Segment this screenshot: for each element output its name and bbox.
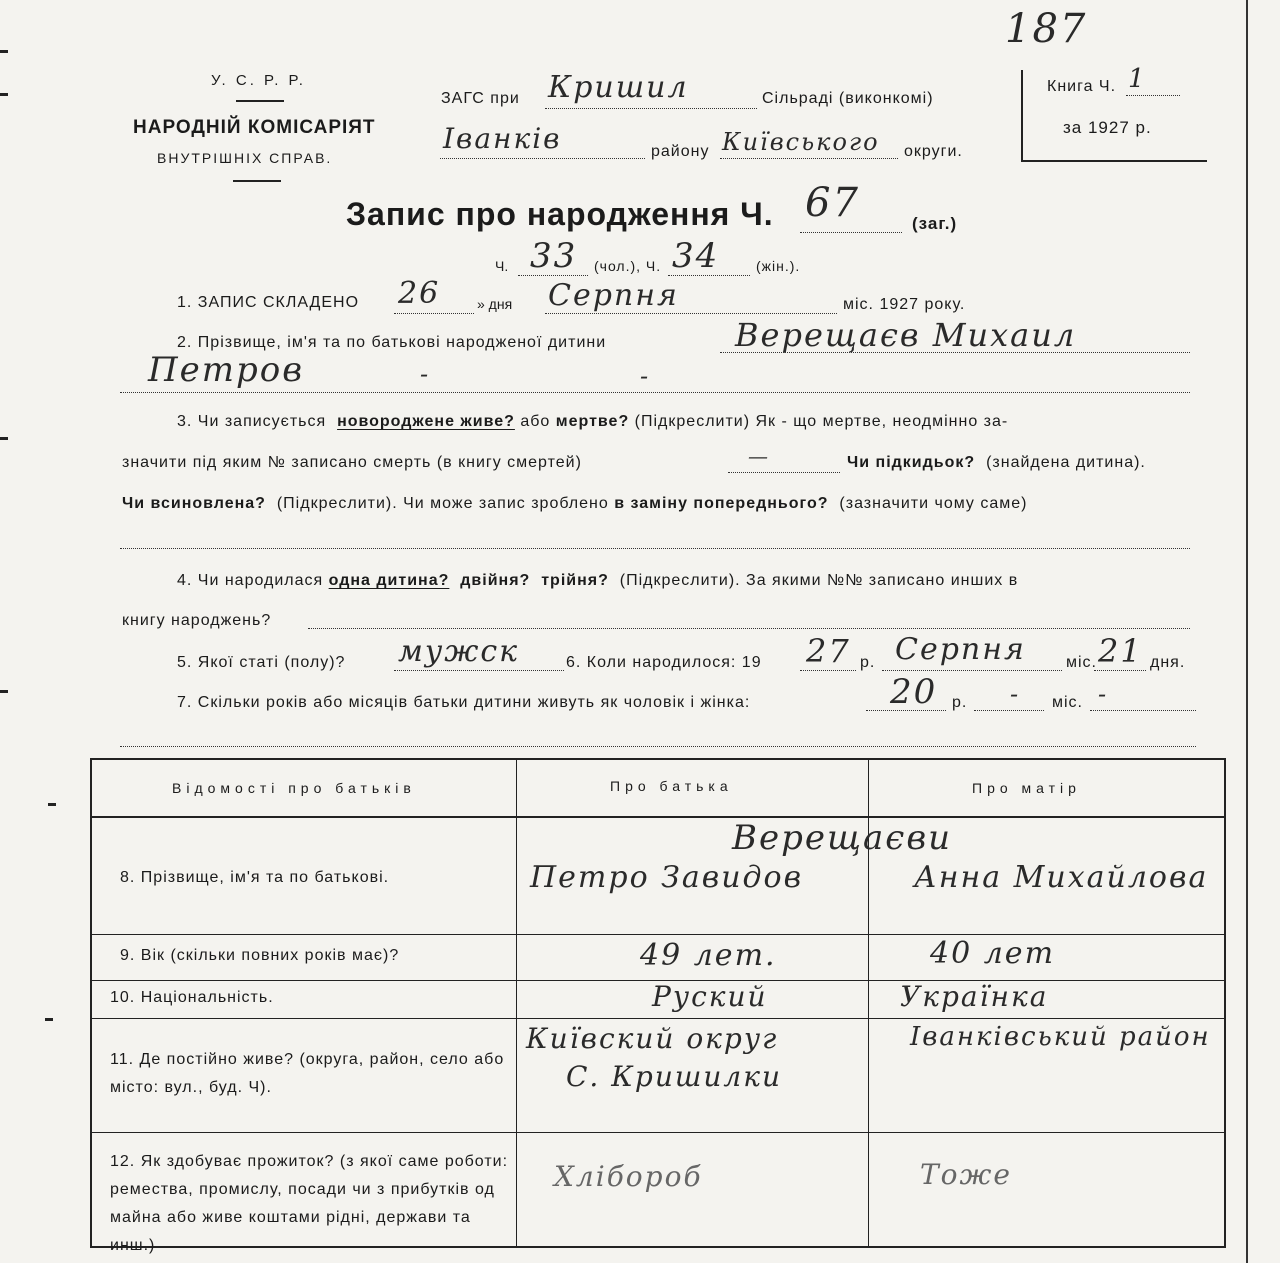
field7-r: р. <box>952 694 968 711</box>
field5-value: мужск <box>398 634 520 669</box>
field4-line1: 4. Чи народилася одна дитина? двійня? трійня? (Підкреслити). За якими №№ записано инших в <box>177 572 1019 589</box>
parents-table <box>90 758 1226 1254</box>
table-row-rule <box>92 1132 1224 1133</box>
field6-month: Серпня <box>895 632 1026 667</box>
field1-day-label: » дня <box>477 296 513 312</box>
field1-label: 1. ЗАПИС СКЛАДЕНО <box>177 294 360 311</box>
page-edge <box>1246 0 1248 1263</box>
book-line <box>1126 95 1180 96</box>
field6-dnya: дня. <box>1150 654 1186 671</box>
table-header-father: Про батька <box>610 778 733 794</box>
field3-line2: значити під яким № записано смерть (в книгу смертей) <box>122 454 582 471</box>
field6-mis: міс. <box>1066 654 1097 671</box>
field3-death-dash: — <box>748 444 770 468</box>
male-count: 33 <box>530 236 578 276</box>
binder-mark <box>0 437 8 440</box>
field6-year: 27 <box>806 632 851 670</box>
field1-year: міс. 1927 року. <box>843 296 966 313</box>
field3-dead: мертве? <box>555 413 630 430</box>
row8-surname: Верещаєви <box>732 818 953 858</box>
field2-dash2: - <box>640 362 651 390</box>
field6-label: 6. Коли народилося: 19 <box>566 654 762 671</box>
row11-mother: Іванківський район <box>910 1022 1211 1052</box>
book-value: 1 <box>1128 64 1147 94</box>
field3-death-line <box>728 472 840 473</box>
field7-months-line <box>974 710 1044 711</box>
field5-line <box>394 670 564 671</box>
district-line <box>440 158 645 159</box>
record-number-line <box>800 232 902 233</box>
field2-dash1: - <box>420 360 431 388</box>
field2-line <box>720 352 1190 353</box>
okrug-value: Київського <box>722 128 880 156</box>
field6-r: р. <box>860 654 876 671</box>
table-header-info: Відомості про батьків <box>172 780 416 796</box>
field7-dash: - <box>1010 680 1021 708</box>
field7-years: 20 <box>890 672 938 712</box>
binder-mark <box>0 690 8 693</box>
field1-month: Серпня <box>548 278 679 313</box>
page-title: Запис про народження Ч. <box>346 196 774 232</box>
row12-father: Хлібороб <box>554 1160 703 1193</box>
binder-mark <box>0 50 8 53</box>
binder-mark <box>0 93 8 96</box>
row9-father: 49 лет. <box>640 938 777 973</box>
okrug-label: округи. <box>904 143 963 160</box>
row10-father: Руский <box>652 980 768 1013</box>
field3-alive: новороджене живе? <box>337 413 515 430</box>
district-value: Іванків <box>443 122 562 155</box>
field7-line2 <box>120 746 1196 747</box>
field3-replace: в заміну попереднього? <box>614 495 829 512</box>
binder-mark <box>45 1018 53 1021</box>
table-header-mother: Про матір <box>972 780 1081 796</box>
field4-one: одна дитина? <box>328 572 450 589</box>
field3-found: Чи підкидьок? (знайдена дитина). <box>847 454 1146 471</box>
field7-years-line <box>866 710 946 711</box>
field6-month-line <box>882 670 1062 671</box>
table-row-rule <box>92 1018 1224 1019</box>
zags-prefix: ЗАГС при <box>441 90 520 107</box>
okrug-line <box>720 158 898 159</box>
field1-day: 26 <box>398 276 441 311</box>
table-header-rule <box>92 816 1224 818</box>
field2-value: Верещаєв Михаил <box>735 316 1077 354</box>
row12-mother: Тоже <box>920 1158 1012 1191</box>
field7-end-line <box>1090 710 1196 711</box>
male-label: (чол.), Ч. <box>594 258 662 274</box>
row11-father: Київский округ <box>526 1022 779 1055</box>
field1-day-line <box>394 313 474 314</box>
male-line <box>518 275 588 276</box>
field7-label: 7. Скільки років або місяців батьки дитини живуть як чоловік і жінка: <box>177 694 751 711</box>
binder-mark <box>48 803 56 806</box>
zags-village-line <box>545 108 757 109</box>
row10-mother: Українка <box>900 980 1049 1013</box>
zags-village-value: Кришил <box>548 70 689 105</box>
field3-line3: Чи всиновлена? (Підкреслити). Чи може запис зроблено в заміну попереднього? (зазначити чому саме) <box>122 495 1028 512</box>
header-divider <box>236 100 284 102</box>
zags-suffix: Сільраді (виконкомі) <box>762 90 934 107</box>
header-divider <box>233 180 281 182</box>
field6-day: 21 <box>1098 632 1143 670</box>
female-count: 34 <box>672 236 720 276</box>
record-number: 67 <box>805 180 860 226</box>
field1-month-line <box>545 313 837 314</box>
book-year: за 1927 р. <box>1063 118 1152 137</box>
field6-day-line <box>1094 670 1146 671</box>
female-label: (жін.). <box>756 258 801 274</box>
field2-line2 <box>120 392 1190 393</box>
field5-label: 5. Якої статі (полу)? <box>177 654 346 671</box>
field7-dash2: - <box>1098 680 1109 708</box>
field3-line4 <box>120 548 1190 549</box>
row9-label: 9. Вік (скільки повних років має)? <box>120 947 400 964</box>
district-label: району <box>651 143 710 160</box>
corner-number: 187 <box>1005 6 1088 52</box>
table-col-divider <box>516 760 517 1246</box>
row9-mother: 40 лет <box>930 936 1056 971</box>
row10-label: 10. Національність. <box>110 989 274 1006</box>
field4-line2: книгу народжень? <box>122 612 272 629</box>
header-ministry: НАРОДНІЙ КОМІСАРІЯТ <box>133 117 376 138</box>
male-prefix: Ч. <box>495 258 509 274</box>
field2-label: 2. Прізвище, ім'я та по батькові народженої дитини <box>177 334 607 351</box>
row8-mother: Анна Михайлова <box>914 860 1209 895</box>
field7-mis: міс. <box>1052 694 1083 711</box>
book-label: Книга Ч. <box>1047 78 1117 95</box>
table-row-rule <box>92 934 1224 935</box>
row8-label: 8. Прізвище, ім'я та по батькові. <box>120 869 390 886</box>
field4-line <box>308 628 1190 629</box>
row8-father: Петро Завидов <box>530 860 804 895</box>
row12-label: 12. Як здобуває прожиток? (з якої саме роботи: ремества, промислу, посади чи з прибутків од майна або живе коштами рідні, держави та инш.) <box>110 1153 509 1254</box>
row11-father2: С. Кришилки <box>566 1060 782 1093</box>
header-republic: У. С. Р. Р. <box>211 72 306 89</box>
field3-adopted: Чи всиновлена? <box>122 495 266 512</box>
field3-line1-a: 3. Чи записується новороджене живе? або мертве? (Підкреслити) Як - що мертве, неодмінно за- <box>177 413 1009 430</box>
header-department: ВНУТРІШНІХ СПРАВ. <box>157 150 333 166</box>
field6-year-line <box>800 670 856 671</box>
row11-label: 11. Де постійно живе? (округа, район, село або місто: вул., буд. Ч). <box>110 1051 505 1096</box>
title-suffix: (заг.) <box>912 214 958 233</box>
field2-value2: Петров <box>148 350 305 390</box>
female-line <box>668 275 750 276</box>
